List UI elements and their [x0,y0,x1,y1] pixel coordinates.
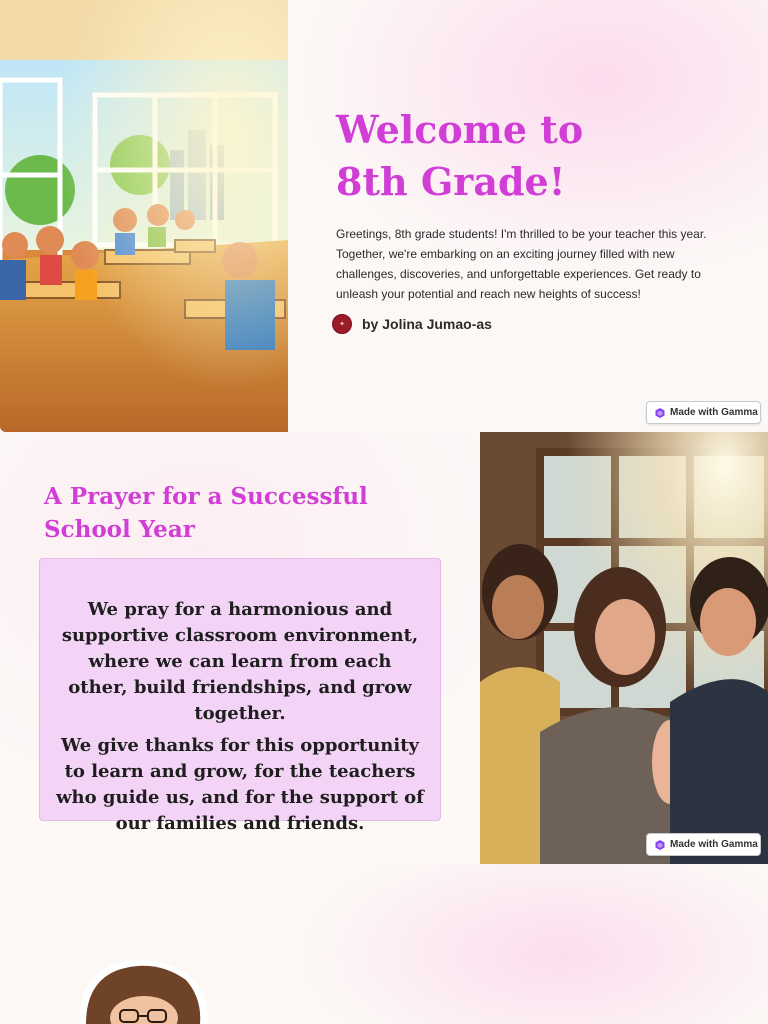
welcome-slide [0,0,768,432]
author-name: by Jolina Jumao-as [362,316,492,332]
gamma-icon [655,840,665,850]
prayer-paragraph: We pray for a harmonious and supportive classroom environment, where we can learn from each other, build friendships, and grow together. [61,599,419,724]
author-credit [332,314,492,334]
prayer-paragraph: We give thanks for this opportunity to learn and grow, for the teachers who guide us, and for the support of our families and friends. [56,735,424,834]
made-with-gamma-button[interactable] [646,833,761,856]
teacher-slide [0,864,768,1024]
classroom-illustration [0,0,288,432]
gamma-badge-label: Made with Gamma [670,839,758,850]
praying-students-photo [480,432,768,864]
prayer-title: A Prayer for a Successful School Year [44,483,368,543]
made-with-gamma-button[interactable] [646,401,761,424]
page-title: Welcome to 8th Grade! [336,107,584,204]
avatar: ✦ [332,314,352,334]
gamma-badge-label: Made with Gamma [670,407,758,418]
welcome-text: Greetings, 8th grade students! I'm thrilled to be your teacher this year. Together, we're embarking on an exciting journey filled with new challenges, discoveries, and unforgettable experiences. Get ready to unleash your potential and reach new heights of success! [336,227,707,301]
prayer-card [39,558,441,834]
prayer-slide [0,432,768,864]
gamma-icon [655,408,665,418]
teacher-illustration [60,956,220,1024]
